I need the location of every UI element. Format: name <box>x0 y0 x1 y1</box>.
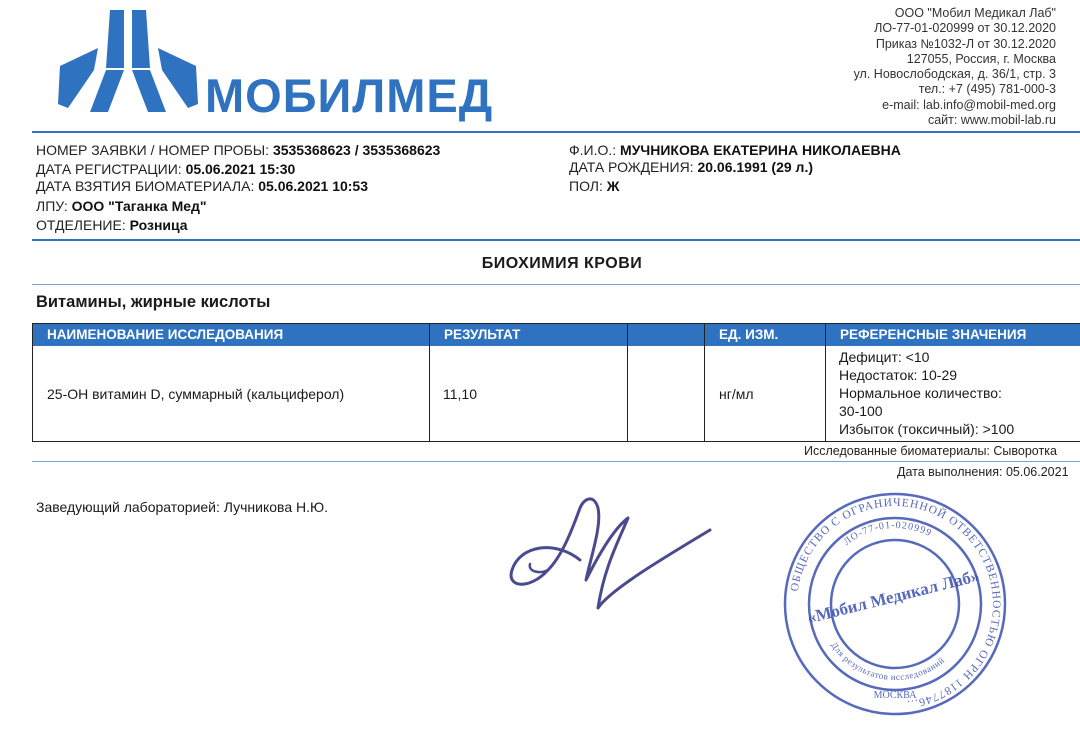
svg-text:«Мобил Медикал Лаб»: «Мобил Медикал Лаб» <box>805 566 982 628</box>
column-divider <box>627 324 628 441</box>
section-divider <box>32 284 1080 285</box>
registration-date-label: ДАТА РЕГИСТРАЦИИ: <box>36 161 182 177</box>
department-label: ОТДЕЛЕНИЕ: <box>36 217 126 233</box>
sex-value: Ж <box>606 178 620 194</box>
sex <box>569 177 619 195</box>
lpu <box>36 197 207 215</box>
birth-date-label: ДАТА РОЖДЕНИЯ: <box>569 159 694 175</box>
sampling-date-label: ДАТА ВЗЯТИЯ БИОМАТЕРИАЛА: <box>36 178 255 194</box>
column-header-unit: ЕД. ИЗМ. <box>719 327 779 342</box>
stamp-icon <box>780 490 1010 718</box>
test-name: 25-OH витамин D, суммарный (кальциферол) <box>47 386 345 402</box>
section-title: БИОХИМИЯ КРОВИ <box>481 255 643 272</box>
brand-name: МОБИЛМЕД <box>205 69 494 122</box>
company-line: e-mail: lab.info@mobil-med.org <box>882 97 1056 112</box>
svg-text:ЛО-77-01-020999: ЛО-77-01-020999 <box>841 519 934 548</box>
test-reference <box>839 348 1014 438</box>
department-value: Розница <box>129 217 188 233</box>
company-line: Приказ №1032-Л от 30.12.2020 <box>875 36 1056 51</box>
test-unit: нг/мл <box>719 386 754 402</box>
head-of-lab: Заведующий лабораторией: Лучникова Н.Ю. <box>36 499 329 515</box>
svg-text:МОСКВА: МОСКВА <box>873 690 917 701</box>
table-header <box>33 324 1080 346</box>
column-divider <box>704 324 705 441</box>
column-header-reference: РЕФЕРЕНСНЫЕ ЗНАЧЕНИЯ <box>840 327 1027 342</box>
sex-label: ПОЛ: <box>569 178 603 194</box>
company-line: тел.: +7 (495) 781-000-3 <box>918 82 1056 97</box>
lpu-value: ООО "Таганка Мед" <box>71 198 207 214</box>
test-result: 11,10 <box>443 386 477 402</box>
completion-date: Дата выполнения: 05.06.2021 <box>897 465 1069 479</box>
company-line: ул. Новослободская, д. 36/1, стр. 3 <box>853 67 1056 82</box>
signature-icon <box>500 490 730 630</box>
company-line: сайт: www.mobil-lab.ru <box>927 113 1056 128</box>
order-number <box>36 141 440 159</box>
reference-line: 30-100 <box>839 403 883 419</box>
registration-date <box>36 160 295 178</box>
reference-line: Недостаток: 10-29 <box>839 367 958 383</box>
reference-line: Нормальное количество: <box>839 385 1002 401</box>
table-bottom-divider <box>32 461 1080 462</box>
column-divider <box>825 324 826 441</box>
group-title: Витамины, жирные кислоты <box>36 293 271 311</box>
patient-name-label: Ф.И.О.: <box>569 142 617 158</box>
birth-date-value: 20.06.1991 (29 л.) <box>697 159 813 175</box>
order-number-label: НОМЕР ЗАЯВКИ / НОМЕР ПРОБЫ: <box>36 142 270 158</box>
column-header-name: НАИМЕНОВАНИЕ ИССЛЕДОВАНИЯ <box>47 327 284 342</box>
svg-text:Для результатов исследований: Для результатов исследований <box>829 640 947 683</box>
header-divider <box>32 131 1080 133</box>
results-table <box>32 323 1080 442</box>
company-line: ООО "Мобил Медикал Лаб" <box>894 6 1056 20</box>
birth-date <box>569 158 813 176</box>
svg-text:ОБЩЕСТВО С ОГРАНИЧЕННОЙ ОТВЕТС: ОБЩЕСТВО С ОГРАНИЧЕННОЙ ОТВЕТСТВЕННОСТЬЮ ОГРН 1187746... <box>788 496 1003 711</box>
company-line: ЛО-77-01-020999 от 30.12.2020 <box>874 21 1056 36</box>
biomaterial-note: Исследованные биоматериалы: Сыворотка <box>804 444 1057 458</box>
company-line: 127055, Россия, г. Москва <box>906 51 1056 66</box>
patient-name <box>569 141 901 159</box>
company-info <box>854 6 1056 128</box>
registration-date-value: 05.06.2021 15:30 <box>185 161 296 177</box>
column-header-result: РЕЗУЛЬТАТ <box>444 327 521 342</box>
patient-divider <box>32 239 1080 241</box>
patient-name-value: МУЧНИКОВА ЕКАТЕРИНА НИКОЛАЕВНА <box>620 142 901 158</box>
sampling-date-value: 05.06.2021 10:53 <box>258 178 368 194</box>
order-number-value: 3535368623 / 3535368623 <box>272 142 441 158</box>
mobilmed-logo-icon <box>58 8 228 116</box>
reference-line: Избыток (токсичный): >100 <box>839 421 1015 437</box>
lpu-label: ЛПУ: <box>36 198 68 214</box>
column-divider <box>429 324 430 441</box>
sampling-date <box>36 177 368 195</box>
reference-line: Дефицит: <10 <box>839 349 930 365</box>
department <box>36 216 188 234</box>
